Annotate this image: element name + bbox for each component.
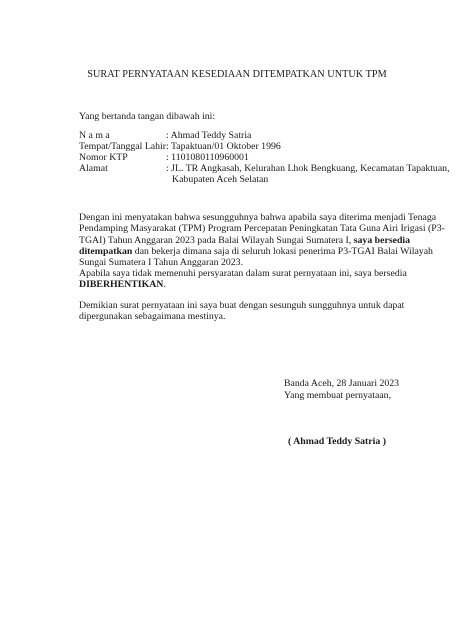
statement-line-3 xyxy=(79,235,409,246)
signer-name: ( Ahmad Teddy Satria ) xyxy=(288,436,386,447)
statement-line-3-text: TGAI) Tahun Anggaran 2023 pada Balai Wilayah Sungai Sumatera I, xyxy=(79,234,354,246)
statement-line-1: Dengan ini menyatakan bahwa sesungguhnya bahwa apabila saya diterima menjadi Tenaga xyxy=(79,212,437,223)
identity-row-name xyxy=(79,130,450,141)
identity-row-ktp xyxy=(79,152,450,163)
dismissal-line-2-bold: DIBERHENTIKAN xyxy=(79,279,164,291)
statement-line-3-bold: saya bersedia xyxy=(353,234,411,246)
identity-row-birth xyxy=(79,141,450,152)
closing-paragraph xyxy=(79,300,409,323)
letter-title: SURAT PERNYATAAN KESEDIAAN DITEMPATKAN UNTUK TPM xyxy=(87,69,387,80)
dismissal-line-1: Apabila saya tidak memenuhi persyaratan dalam surat pernyataan ini, saya bersedia xyxy=(79,268,407,279)
birth-value: : Tapaktuan/01 Oktober 1996 xyxy=(166,141,281,152)
maker-label: Yang membuat pernyataan, xyxy=(284,390,392,401)
statement-line-4-bold: ditempatkan xyxy=(79,245,133,257)
address-line-1: : JL. TR Angkasah, Kelurahan Lhok Bengkuang, Kecamatan Tapaktuan, xyxy=(166,163,450,174)
statement-line-5: Sungai Sumatera I Tahun Anggaran 2023. xyxy=(79,257,244,269)
place-date: Banda Aceh, 28 Januari 2023 xyxy=(284,378,400,389)
closing-line-2: dipergunakan sebagaimana mestinya. xyxy=(79,311,226,323)
name-value: : Ahmad Teddy Satria xyxy=(166,130,252,141)
identity-table xyxy=(79,130,450,185)
name-label: N a m a xyxy=(79,130,110,141)
statement-line-2: Pendamping Masyarakat (TPM) Program Percepatan Peningkatan Tata Guna Airi Irigasi (P3- xyxy=(79,223,445,235)
statement-paragraph xyxy=(79,212,445,269)
ktp-value: : 1101080110960001 xyxy=(166,152,249,163)
address-label: Alamat xyxy=(79,163,108,174)
birth-label: Tempat/Tanggal Lahir xyxy=(79,141,167,152)
dismissal-paragraph xyxy=(79,268,409,291)
statement-line-4-text: dan bekerja dimana saja di seluruh lokasi penerima P3-TGAI Balai Wilayah xyxy=(132,245,433,257)
intro-text: Yang bertanda tangan dibawah ini: xyxy=(79,111,216,122)
closing-line-1: Demikian surat pernyataan ini saya buat dengan sesunguh sungguhnya untuk dapat xyxy=(79,300,405,311)
dismissal-line-2 xyxy=(79,279,409,290)
statement-line-4 xyxy=(79,245,433,257)
address-line-2: Kabupaten Aceh Selatan xyxy=(172,174,269,185)
ktp-label: Nomor KTP xyxy=(79,152,128,163)
dismissal-line-2-text: . xyxy=(163,279,166,291)
identity-row-address xyxy=(79,163,450,185)
address-value xyxy=(166,163,450,185)
